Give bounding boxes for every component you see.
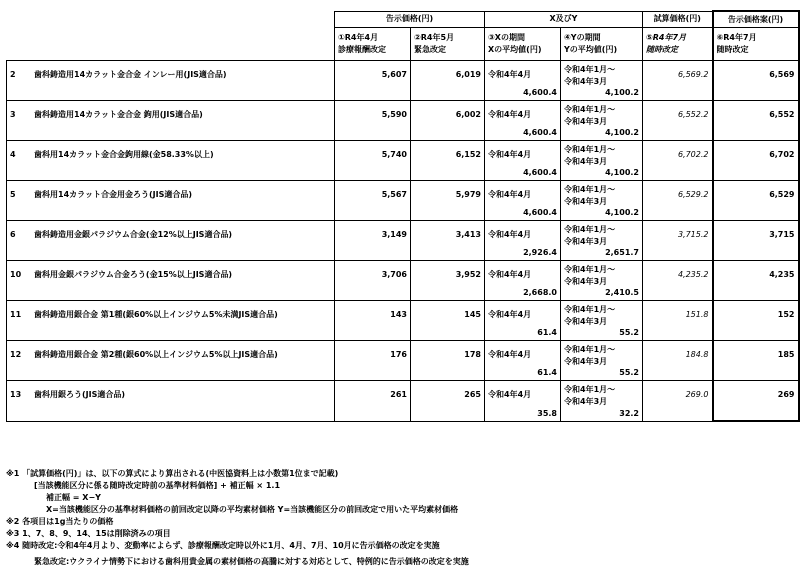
header-col6: ⑥R4年7月 随時改定	[713, 28, 799, 61]
price-apr: 3,149	[381, 230, 407, 239]
calc-price: 3,715.2	[677, 230, 709, 239]
note-4: ※4 随時改定:令和4年4月より、変動率によらず、診療報酬改定時以外に1月、4月、7月、10月に告示価格の改定を実施	[6, 541, 440, 550]
y-period-start: 令和4年1月～	[564, 185, 616, 194]
proposal-price-cell	[713, 381, 799, 422]
proposal-price: 6,702	[769, 150, 795, 159]
item-name: 歯科鋳造用銀合金 第2種(銀60%以上インジウム5%以上JIS適合品)	[34, 350, 278, 359]
x-period: 令和4年4月	[488, 150, 532, 159]
item-name-cell	[7, 181, 335, 221]
price-may: 265	[464, 390, 481, 399]
y-cell	[561, 261, 643, 301]
price-table	[6, 10, 800, 422]
x-cell	[485, 221, 561, 261]
price-apr: 5,567	[381, 190, 407, 199]
table-row	[7, 261, 799, 301]
price-may-cell	[411, 261, 485, 301]
proposal-price: 6,529	[769, 190, 795, 199]
y-cell	[561, 61, 643, 101]
price-may-cell	[411, 101, 485, 141]
price-apr: 5,607	[381, 70, 407, 79]
item-name-cell	[7, 221, 335, 261]
y-period-end: 令和4年3月	[564, 357, 608, 366]
proposal-price: 269	[777, 390, 795, 399]
price-may-cell	[411, 141, 485, 181]
y-period-end: 令和4年3月	[564, 157, 608, 166]
header-proposal-price: 告示価格案(円)	[713, 11, 799, 28]
header-col2: ②R4年5月 緊急改定	[411, 28, 485, 61]
item-name-cell	[7, 381, 335, 422]
table-row	[7, 381, 799, 422]
price-may-cell	[411, 181, 485, 221]
proposal-price-cell	[713, 61, 799, 101]
y-cell	[561, 221, 643, 261]
item-name: 歯科用14カラット合金用金ろう(JIS適合品)	[34, 190, 192, 199]
y-cell	[561, 141, 643, 181]
x-period: 令和4年4月	[488, 70, 532, 79]
y-period-start: 令和4年1月～	[564, 305, 616, 314]
item-name: 歯科鋳造用金銀パラジウム合金(金12%以上JIS適合品)	[34, 230, 233, 239]
calc-price-cell	[643, 101, 713, 141]
item-number: 5	[10, 190, 16, 199]
note-3: ※3 1、7、8、9、14、15は削除済みの項目	[6, 529, 171, 538]
item-name-cell	[7, 261, 335, 301]
item-name: 歯科鋳造用14カラット金合金 インレー用(JIS適合品)	[34, 70, 227, 79]
price-may-cell	[411, 301, 485, 341]
calc-price: 6,552.2	[677, 110, 709, 119]
price-may: 178	[464, 350, 481, 359]
header-col4: ④Yの期間 Yの平均値(円)	[561, 28, 643, 61]
y-period-start: 令和4年1月～	[564, 265, 616, 274]
price-may: 6,002	[455, 110, 481, 119]
price-apr-cell	[335, 261, 411, 301]
y-period-start: 令和4年1月～	[564, 145, 616, 154]
x-average: 61.4	[537, 328, 557, 337]
item-name: 歯科用銀ろう(JIS適合品)	[34, 390, 126, 399]
proposal-price-cell	[713, 101, 799, 141]
table-row	[7, 141, 799, 181]
y-cell	[561, 381, 643, 422]
proposal-price-cell	[713, 221, 799, 261]
x-cell	[485, 101, 561, 141]
y-average: 55.2	[619, 368, 639, 377]
price-may: 3,413	[455, 230, 481, 239]
proposal-price-cell	[713, 341, 799, 381]
x-cell	[485, 141, 561, 181]
x-average: 4,600.4	[523, 88, 557, 97]
calc-price-cell	[643, 341, 713, 381]
item-name-cell	[7, 341, 335, 381]
note-1: ※1 「試算価格(円)」は、以下の算式により算出される(中医協資料上は小数第1位まで記載)	[6, 469, 339, 478]
item-name-cell	[7, 141, 335, 181]
y-period-end: 令和4年3月	[564, 317, 608, 326]
proposal-price-cell	[713, 141, 799, 181]
price-apr: 5,740	[381, 150, 407, 159]
proposal-price-cell	[713, 181, 799, 221]
price-may-cell	[411, 61, 485, 101]
calc-price: 184.8	[685, 350, 709, 359]
y-period-start: 令和4年1月～	[564, 225, 616, 234]
table-row	[7, 101, 799, 141]
item-name-cell	[7, 61, 335, 101]
item-number: 3	[10, 110, 16, 119]
price-may: 145	[464, 310, 481, 319]
calc-price: 6,569.2	[677, 70, 709, 79]
price-apr: 261	[390, 390, 407, 399]
proposal-price: 6,552	[769, 110, 795, 119]
header-row-2	[7, 28, 799, 61]
calc-price-cell	[643, 261, 713, 301]
item-name-cell	[7, 301, 335, 341]
header-col5: ⑤R4年7月 随時改定	[643, 28, 713, 61]
header-blank	[7, 11, 335, 28]
calc-price: 151.8	[685, 310, 709, 319]
x-cell	[485, 181, 561, 221]
y-average: 55.2	[619, 328, 639, 337]
x-period: 令和4年4月	[488, 350, 532, 359]
y-average: 4,100.2	[605, 208, 639, 217]
price-apr-cell	[335, 221, 411, 261]
x-average: 61.4	[537, 368, 557, 377]
note-2: ※2 各項目は1g当たりの価格	[6, 517, 114, 526]
y-period-end: 令和4年3月	[564, 117, 608, 126]
price-apr-cell	[335, 181, 411, 221]
price-apr: 176	[390, 350, 407, 359]
calc-price-cell	[643, 61, 713, 101]
price-may: 6,019	[455, 70, 481, 79]
item-number: 11	[10, 310, 22, 319]
item-name: 歯科鋳造用銀合金 第1種(銀60%以上インジウム5%未満JIS適合品)	[34, 310, 278, 319]
y-average: 4,100.2	[605, 128, 639, 137]
note-1-formula: [当該機能区分に係る随時改定時前の基準材料価格] + 補正幅 × 1.1	[34, 481, 281, 490]
y-period-start: 令和4年1月～	[564, 345, 616, 354]
price-may: 5,979	[455, 190, 481, 199]
footnotes	[6, 468, 796, 568]
x-average: 4,600.4	[523, 168, 557, 177]
price-apr-cell	[335, 101, 411, 141]
price-may-cell	[411, 381, 485, 422]
calc-price-cell	[643, 181, 713, 221]
proposal-price: 185	[777, 350, 795, 359]
price-apr-cell	[335, 341, 411, 381]
y-average: 4,100.2	[605, 88, 639, 97]
y-cell	[561, 341, 643, 381]
note-1-definitions: X=当該機能区分の基準材料価格の前回改定以降の平均素材価格 Y=当該機能区分の前回改定で用いた平均素材価格	[46, 505, 459, 514]
y-period-end: 令和4年3月	[564, 77, 608, 86]
table-row	[7, 221, 799, 261]
item-name-cell	[7, 101, 335, 141]
y-period-end: 令和4年3月	[564, 237, 608, 246]
y-period-start: 令和4年1月～	[564, 385, 616, 394]
x-cell	[485, 301, 561, 341]
x-period: 令和4年4月	[488, 110, 532, 119]
header-col3: ③Xの期間 Xの平均値(円)	[485, 28, 561, 61]
y-cell	[561, 101, 643, 141]
price-may-cell	[411, 341, 485, 381]
calc-price-cell	[643, 301, 713, 341]
x-average: 4,600.4	[523, 128, 557, 137]
proposal-price-cell	[713, 261, 799, 301]
x-cell	[485, 341, 561, 381]
note-5: 緊急改定:ウクライナ情勢下における歯科用貴金属の素材価格の高騰に対する対応として、特例的に告示価格の改定を実施	[34, 557, 469, 566]
y-average: 2,651.7	[605, 248, 639, 257]
calc-price: 6,702.2	[677, 150, 709, 159]
x-average: 2,668.0	[523, 288, 557, 297]
proposal-price: 152	[777, 310, 795, 319]
y-period-start: 令和4年1月～	[564, 65, 616, 74]
price-apr: 3,706	[381, 270, 407, 279]
item-name: 歯科鋳造用14カラット金合金 鉤用(JIS適合品)	[34, 110, 203, 119]
item-number: 4	[10, 150, 16, 159]
x-cell	[485, 61, 561, 101]
y-cell	[561, 181, 643, 221]
y-period-start: 令和4年1月～	[564, 105, 616, 114]
y-average: 32.2	[619, 408, 639, 418]
y-cell	[561, 301, 643, 341]
item-number: 13	[10, 390, 22, 399]
price-apr-cell	[335, 61, 411, 101]
y-average: 4,100.2	[605, 168, 639, 177]
item-number: 10	[10, 270, 22, 279]
header-col1: ①R4年4月 診療報酬改定	[335, 28, 411, 61]
calc-price-cell	[643, 381, 713, 422]
item-number: 12	[10, 350, 22, 359]
table-row	[7, 341, 799, 381]
price-apr: 143	[390, 310, 407, 319]
x-period: 令和4年4月	[488, 270, 532, 279]
x-period: 令和4年4月	[488, 230, 532, 239]
proposal-price: 3,715	[769, 230, 795, 239]
header-row-1	[7, 11, 799, 28]
calc-price: 6,529.2	[677, 190, 709, 199]
item-number: 6	[10, 230, 16, 239]
header-calc-price: 試算価格(円)	[643, 11, 713, 28]
price-may-cell	[411, 221, 485, 261]
proposal-price: 6,569	[769, 70, 795, 79]
x-period: 令和4年4月	[488, 390, 532, 399]
price-apr-cell	[335, 301, 411, 341]
x-average: 2,926.4	[523, 248, 557, 257]
table-row	[7, 61, 799, 101]
price-apr-cell	[335, 141, 411, 181]
x-period: 令和4年4月	[488, 190, 532, 199]
y-period-end: 令和4年3月	[564, 277, 608, 286]
proposal-price: 4,235	[769, 270, 795, 279]
y-average: 2,410.5	[605, 288, 639, 297]
price-apr-cell	[335, 381, 411, 422]
x-average: 35.8	[537, 408, 557, 418]
x-period: 令和4年4月	[488, 310, 532, 319]
item-name: 歯科用14カラット金合金鉤用線(金58.33%以上)	[34, 150, 214, 159]
y-period-end: 令和4年3月	[564, 197, 608, 206]
calc-price-cell	[643, 221, 713, 261]
calc-price: 269.0	[685, 390, 709, 399]
item-name: 歯科用金銀パラジウム合金ろう(金15%以上JIS適合品)	[34, 270, 233, 279]
calc-price-cell	[643, 141, 713, 181]
note-1-correction: 補正幅 = X−Y	[46, 493, 101, 502]
price-may: 3,952	[455, 270, 481, 279]
x-cell	[485, 261, 561, 301]
y-period-end: 令和4年3月	[564, 397, 608, 406]
header-notified-price: 告示価格(円)	[335, 11, 485, 28]
x-cell	[485, 381, 561, 422]
item-number: 2	[10, 70, 16, 79]
calc-price: 4,235.2	[677, 270, 709, 279]
header-x-and-y: X及びY	[485, 11, 643, 28]
price-may: 6,152	[455, 150, 481, 159]
x-average: 4,600.4	[523, 208, 557, 217]
table-row	[7, 301, 799, 341]
price-table-container	[6, 10, 798, 422]
price-apr: 5,590	[381, 110, 407, 119]
table-row	[7, 181, 799, 221]
header-item-name	[7, 28, 335, 61]
proposal-price-cell	[713, 301, 799, 341]
